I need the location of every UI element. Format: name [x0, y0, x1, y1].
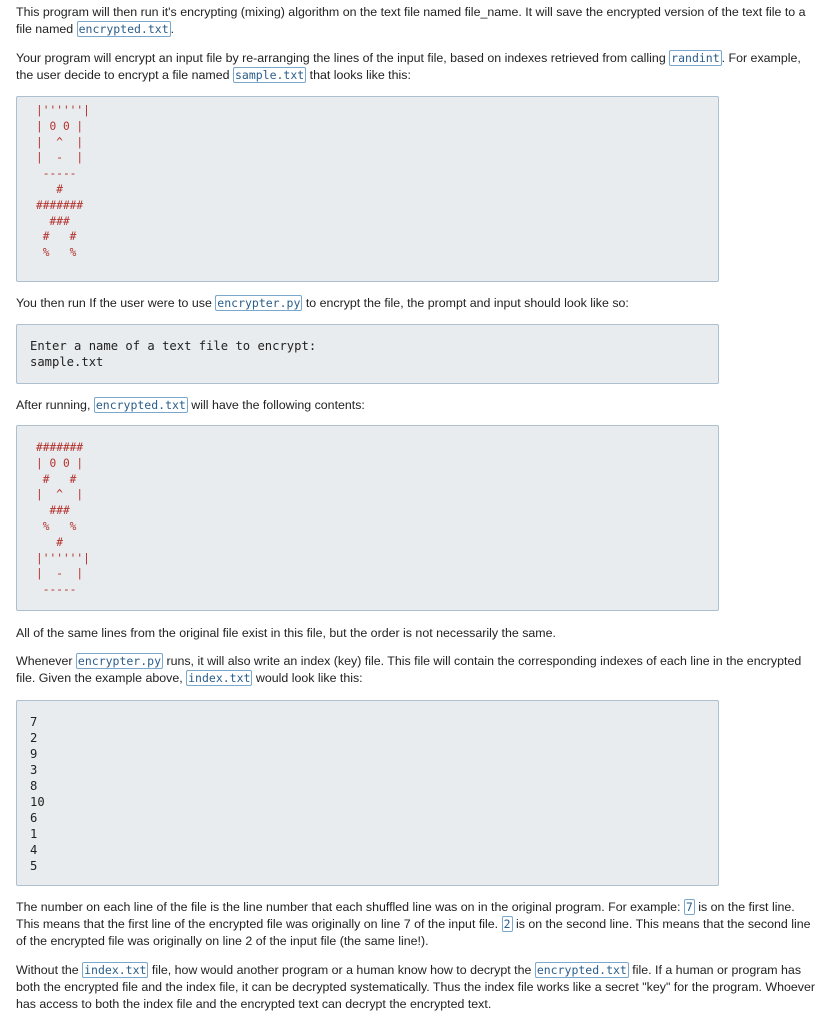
text: Without the [16, 963, 83, 977]
paragraph-same-lines: All of the same lines from the original file exist in this file, but the order is not necessarily the same. [16, 626, 556, 640]
inline-code-encrypted-txt: encrypted.txt [78, 22, 169, 36]
inline-code-index-txt: index.txt [84, 963, 147, 977]
inline-code-index-txt: index.txt [188, 671, 251, 685]
encrypted-file-contents: ####### | 0 0 | # # | ^ | ### % % # |''''''| | - | ----- [36, 441, 90, 597]
paragraph-after-running [16, 397, 820, 414]
text: is on the first line. This means that the first line of the encrypted file was originally on line 7 of the input file. [16, 900, 795, 931]
text: This program will then run it's encrypting (mixing) algorithm on the text file named file_name. It will save the encrypted version of the text file to a file named [16, 5, 806, 36]
text: would look like this: [252, 671, 363, 685]
inline-code-encrypted-txt: encrypted.txt [536, 963, 627, 977]
text: . [170, 22, 175, 36]
inline-code-sample-txt: sample.txt [234, 68, 305, 82]
text: . For example, the user decide to encrypt a file named [16, 51, 801, 82]
inline-code-encrypted-txt: encrypted.txt [95, 398, 186, 412]
inline-code-encrypter-py: encrypter.py [77, 654, 162, 668]
inline-code-7: 7 [685, 900, 693, 914]
inline-code-randint: randint [671, 51, 720, 65]
sample-file-contents: |''''''| | 0 0 | | ^ | | - | ----- # ####### ### # # % % [36, 104, 90, 260]
paragraph-intro [16, 4, 820, 38]
prompt-output: Enter a name of a text file to encrypt: sample.txt [30, 339, 317, 369]
text: file, how would another program or a human know how to decrypt the [148, 963, 535, 977]
text: Whenever [16, 654, 76, 668]
index-file-contents: 7 2 9 3 8 10 6 1 4 5 [30, 715, 45, 873]
text: You then run If the user were to use [16, 296, 216, 310]
paragraph-index-file [16, 653, 820, 687]
text: After running, [16, 398, 94, 412]
text: that looks like this: [306, 68, 411, 82]
text: The number on each line of the file is the line number that each shuffled line was on in the original program. For example: [16, 900, 684, 914]
inline-code-encrypter-py: encrypter.py [217, 296, 301, 310]
paragraph-key [16, 962, 820, 1013]
paragraph-encrypt-method [16, 50, 820, 84]
text: runs, it will also write an index (key) file. This file will contain the corresponding indexes of each line in the encrypted file. Given the example above, [16, 654, 802, 685]
code-block-sample [16, 96, 719, 282]
paragraph-run-encrypter [16, 295, 820, 312]
inline-code-2: 2 [503, 917, 511, 931]
paragraph-explanation [16, 899, 820, 950]
code-block-prompt [16, 324, 719, 384]
text: is on the second line. This means that the second line of the encrypted file was originally on line 2 of the input file (the same line!). [16, 917, 811, 948]
text: to encrypt the file, the prompt and input should look like so: [302, 296, 629, 310]
code-block-encrypted [16, 425, 719, 611]
code-block-index [16, 700, 719, 886]
text: file. If a human or program has both the encrypted file and the index file, it can be decrypted systematically. Thus the index file works like a secret "key" for the program. Whoever has access to both the index file and the encrypted text can decrypt the encrypted text. [16, 963, 815, 1011]
text: will have the following contents: [187, 398, 365, 412]
text: Your program will encrypt an input file by re-arranging the lines of the input file, based on indexes retrieved from calling [16, 51, 670, 65]
